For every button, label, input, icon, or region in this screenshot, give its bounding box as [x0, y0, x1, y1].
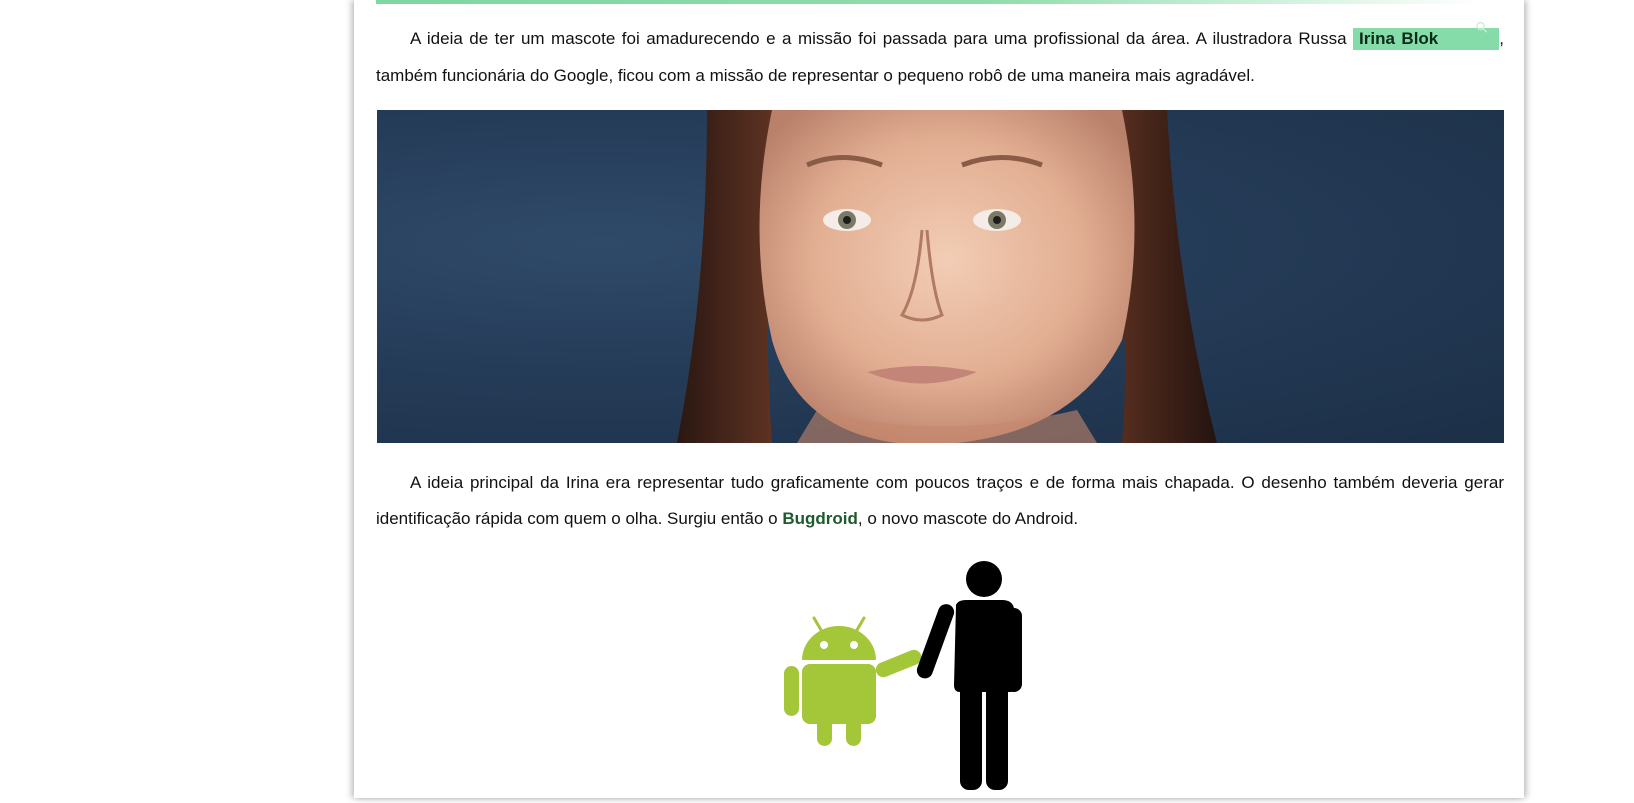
irina-blok-link[interactable] [1353, 17, 1499, 50]
paragraph-mascot-idea [376, 17, 1504, 94]
irina-blok-link-label: Irina Blok [1359, 29, 1439, 48]
paragraph1-text-after: , também funcionária do Google, ficou com a missão de representar o pequeno robô de uma maneira mais agradável. [376, 29, 1504, 85]
link-icon: ⚲ [1472, 17, 1493, 38]
person-icon [915, 561, 1022, 790]
paragraph1-text-before: A ideia de ter um mascote foi amadurecendo e a missão foi passada para uma profissional da área. A ilustradora Russa [410, 29, 1354, 48]
top-divider [376, 0, 1482, 4]
bugdroid-and-person-illustration [784, 560, 1044, 798]
irina-blok-photo [377, 110, 1504, 443]
document-page [354, 0, 1524, 798]
paragraph-bugdroid [376, 465, 1504, 537]
android-robot-icon [784, 618, 924, 746]
paragraph2-text-after: , o novo mascote do Android. [857, 509, 1079, 528]
paragraph2-text-before: A ideia principal da Irina era representar tudo graficamente com poucos traços e de forma mais chapada. O desenho também deveria gerar identificação rápida com quem o olha. Surgiu então o [376, 473, 1504, 528]
bugdroid-link[interactable]: Bugdroid [782, 509, 858, 528]
